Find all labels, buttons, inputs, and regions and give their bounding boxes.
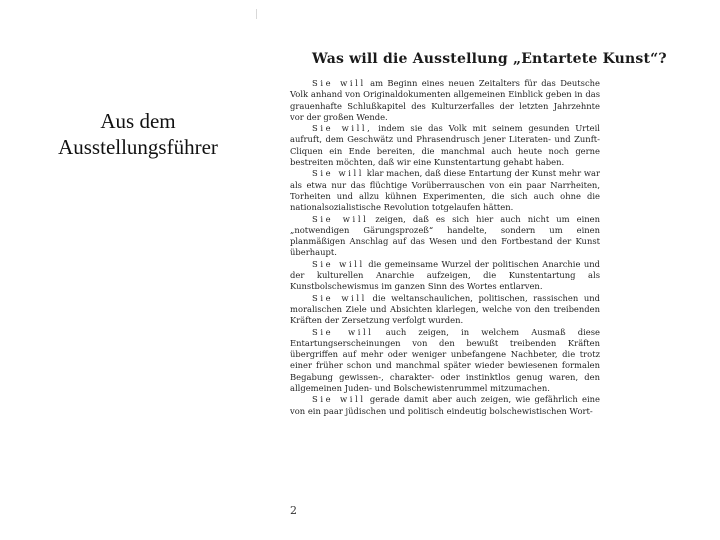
paragraph-lead: Sie will	[312, 213, 369, 224]
paragraph-text: am Beginn eines neuen Zeitalters für das Deutsche Volk anhand von Originaldokumenten allgemeinen Einblick geben in das grauenhafte Schlußkapitel des Kulturzerfalles der letzten Jahrzehnte vor der großen Wende.	[290, 78, 600, 122]
paragraph-text: zeigen, daß es sich hier auch nicht um einen „notwendigen Gärungsprozeß“ handelte, sondern um einen planmäßigen Anschlag auf das Wesen und den Fortbestand der Kunst überhaupt.	[290, 213, 600, 258]
paragraph	[290, 168, 600, 213]
paragraph	[290, 293, 600, 327]
paragraph-lead: Sie will	[312, 168, 365, 179]
document-title: Was will die Ausstellung „Entartete Kunst“?	[312, 51, 667, 67]
paragraph	[290, 123, 600, 168]
scan-edge-mark	[256, 9, 257, 19]
paragraph-text: die weltanschaulichen, politischen, rassischen und moralischen Ziele und Absichten klarlegen, welche von den treibenden Kräften der Zersetzung verfolgt wurden.	[290, 292, 601, 326]
paragraph	[290, 214, 600, 259]
paragraph	[290, 259, 600, 293]
paragraph	[290, 78, 600, 123]
paragraph-lead: Sie will	[312, 326, 374, 337]
document-body	[290, 78, 600, 417]
page-number: 2	[290, 504, 297, 517]
paragraph-text: indem sie das Volk mit seinem gesunden Urteil aufruft, dem Geschwätz und Phrasendrusch jener Literaten- und Zunft-Cliquen ein Ende bereiten, die manchmal auch heute noch gerne bestreiten möchten, daß wir eine Kunstentartung gehabt haben.	[290, 123, 600, 168]
paragraph-text: die gemeinsame Wurzel der politischen Anarchie und der kulturellen Anarchie aufzeigen, die Kunstentartung als Kunstbolschewismus im ganzen Sinn des Wortes entlarven.	[290, 258, 600, 292]
caption	[18, 108, 258, 160]
document-scan	[262, 8, 667, 534]
paragraph-lead: Sie will	[312, 78, 366, 88]
paragraph-lead: Sie will	[312, 292, 367, 303]
paragraph	[290, 394, 600, 417]
caption-line-2: Ausstellungsführer	[58, 135, 218, 159]
caption-line-1: Aus dem	[100, 109, 176, 133]
paragraph-lead: Sie will	[312, 258, 365, 269]
paragraph-lead: Sie will,	[312, 123, 373, 134]
paragraph-text: auch zeigen, in welchem Ausmaß diese Entartungserscheinungen von den bewußt treibenden Kräften übergriffen auf mehr oder weniger unbefangene Nachbeter, die trotz einer früher schon und manchmal später wieder bewiesenen formalen Begabung gewissen-, charakter- oder instinktlos genug waren, den allgemeinen Juden- und Bolschewistenrummel mitzumachen.	[290, 326, 600, 394]
paragraph-text: klar machen, daß diese Entartung der Kunst mehr war als etwa nur das flüchtige Vorüberrauschen von ein paar Narrheiten, Torheiten und allzu kühnen Experimenten, die sich auch ohne die nationalsozialistische Revolution totgelaufen hätten.	[290, 168, 600, 213]
paragraph-text: gerade damit aber auch zeigen, wie gefährlich eine von ein paar jüdischen und politisch eindeutig bolschewistischen Wort-	[290, 394, 601, 416]
paragraph-lead: Sie will	[312, 394, 366, 405]
paragraph	[290, 327, 600, 395]
